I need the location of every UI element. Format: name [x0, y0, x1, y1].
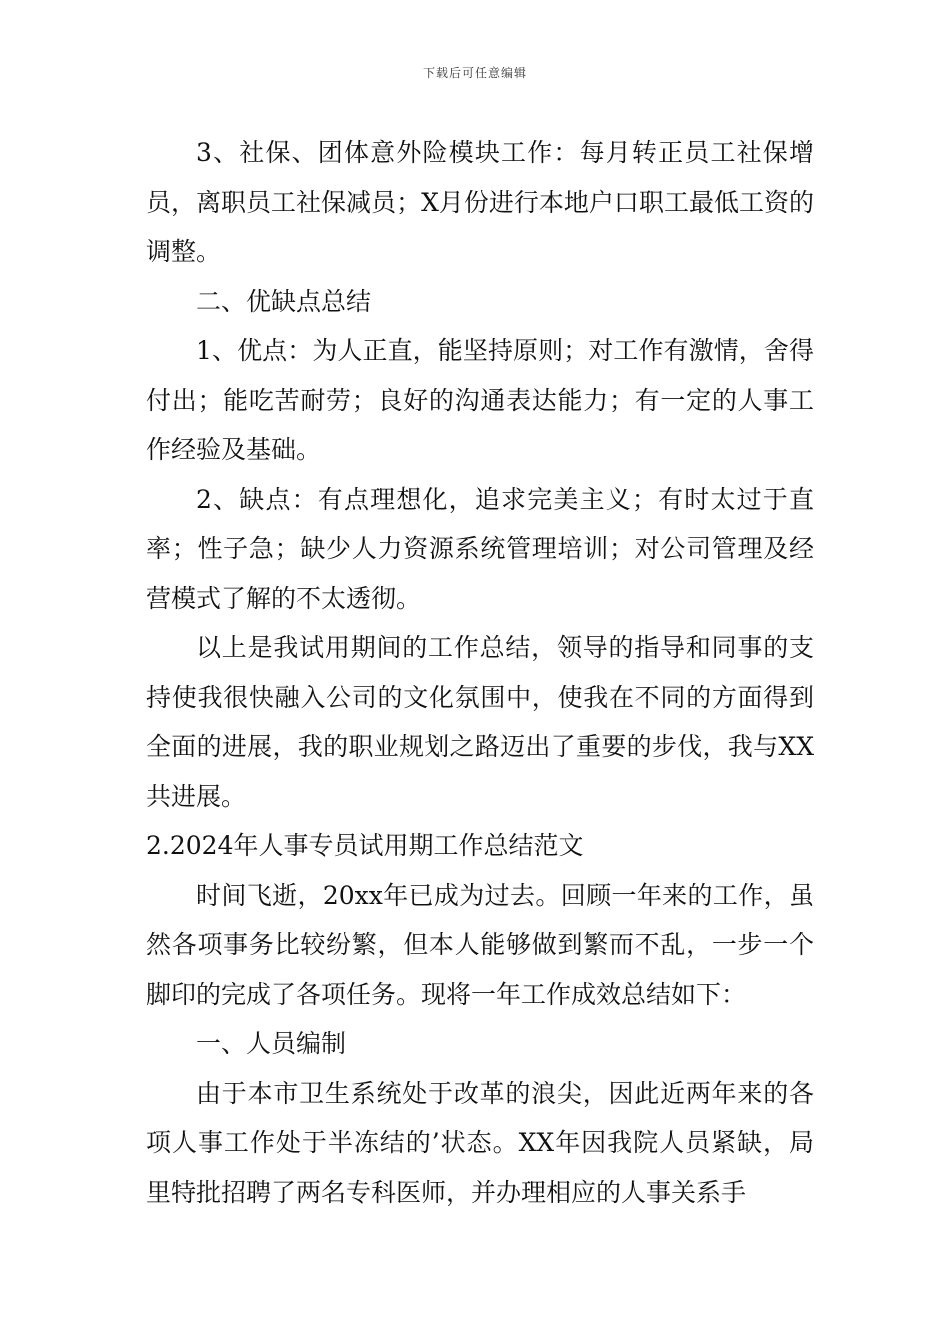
document-body — [146, 128, 814, 1217]
paragraph-intro: 时间飞逝，20xx年已成为过去。回顾一年来的工作，虽然各项事务比较纷繁，但本人能够做到繁而不乱，一步一个脚印的完成了各项任务。现将一年工作成效总结如下： — [146, 880, 814, 1009]
paragraph-social-insurance: 3、社保、团体意外险模块工作：每月转正员工社保增员，离职员工社保减员；X月份进行本地户口职工最低工资的调整。 — [146, 138, 814, 266]
paragraph-strengths: 1、优点：为人正直，能坚持原则；对工作有激情，舍得付出；能吃苦耐劳；良好的沟通表达能力；有一定的人事工作经验及基础。 — [146, 336, 814, 464]
page-header: 下载后可任意编辑 — [422, 66, 527, 80]
paragraph-weaknesses: 2、缺点：有点理想化，追求完美主义；有时太过于直率；性子急；缺少人力资源系统管理培训；对公司管理及经营模式了解的不太透彻。 — [146, 484, 814, 613]
subheading-staffing: 一、人员编制 — [196, 1029, 347, 1058]
paragraph-staffing: 由于本市卫生系统处于改革的浪尖，因此近两年来的各项人事工作处于半冻结的’状态。XX年因我院人员紧缺，局里特批招聘了两名专科医师，并办理相应的人事关系手 — [146, 1078, 814, 1207]
section-title: 2.2024年人事专员试用期工作总结范文 — [146, 831, 584, 860]
paragraph-conclusion: 以上是我试用期间的工作总结，领导的指导和同事的支持使我很快融入公司的文化氛围中，使我在不同的方面得到全面的进展，我的职业规划之路迈出了重要的步伐，我与XX共进展。 — [146, 633, 814, 811]
subheading-pros-cons: 二、优缺点总结 — [196, 286, 372, 316]
